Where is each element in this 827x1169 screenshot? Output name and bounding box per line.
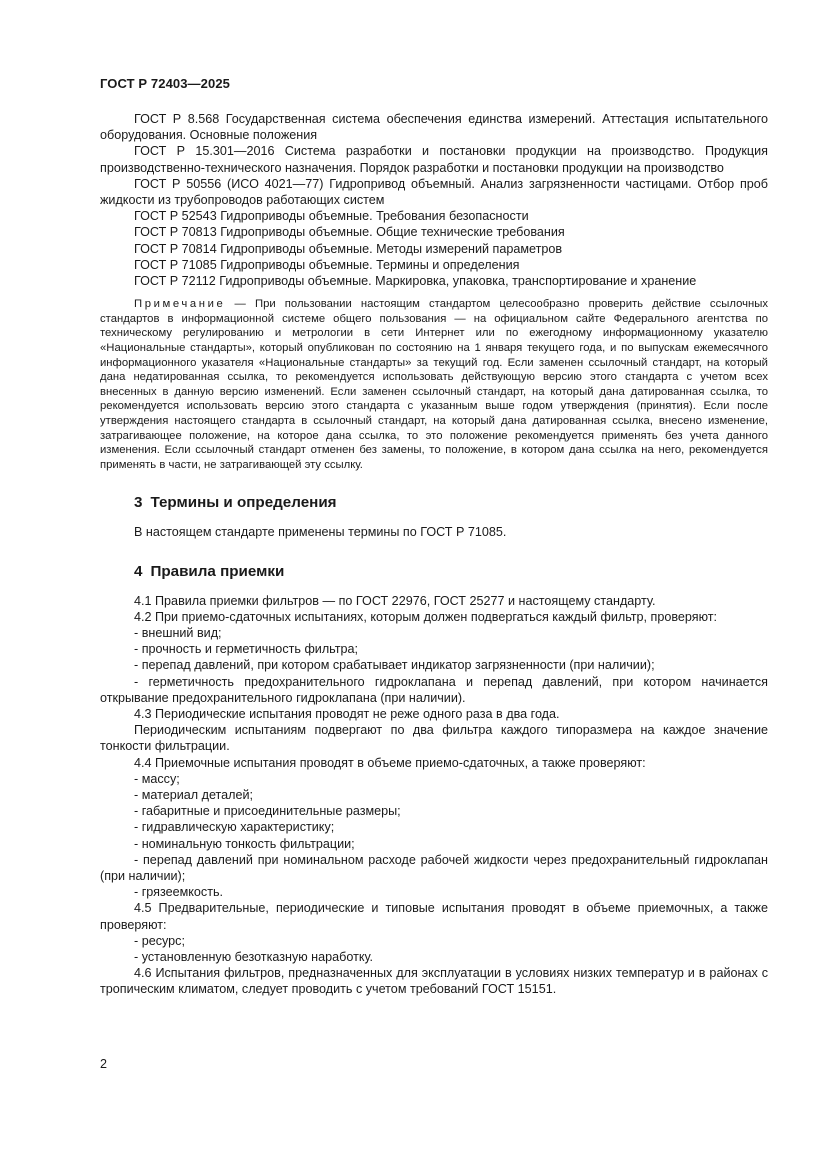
list-item: - перепад давлений при номинальном расходе рабочей жидкости через предохранительный гидроклапан (при наличии); [100,852,768,884]
reference-item: ГОСТ Р 72112 Гидроприводы объемные. Маркировка, упаковка, транспортирование и хранение [134,274,697,289]
note-label: Примечание [134,298,226,311]
clause-4-1: 4.1 Правила приемки фильтров — по ГОСТ 22976, ГОСТ 25277 и настоящему стандарту. [134,593,656,608]
reference-item: ГОСТ Р 70813 Гидроприводы объемные. Общие технические требования [134,225,565,240]
list-item: - гидравлическую характеристику; [134,820,335,835]
list-item: - ресурс; [134,933,185,948]
list-item: - материал деталей; [134,788,254,802]
section-title: Термины и определения [150,494,337,512]
list-item: - грязеемкость. [134,885,224,900]
clause-4-2: 4.2 При приемо-сдаточных испытаниях, которым должен подвергаться каждый фильтр, проверяют: [134,609,718,624]
document-page [100,76,768,998]
clause-4-6: 4.6 Испытания фильтров, предназначенных для эксплуатации в условиях низких температур и в районах с тропическим климатом, следует проводить с учетом требований ГОСТ 15151. [100,966,768,997]
note-paragraph [100,297,768,472]
section-number: 3 [134,494,143,512]
section-3-text: В настоящем стандарте применены термины по ГОСТ Р 71085. [134,525,507,540]
reference-item: ГОСТ Р 71085 Гидроприводы объемные. Термины и определения [134,257,520,272]
reference-item: ГОСТ Р 50556 (ИСО 4021—77) Гидропривод объемный. Анализ загрязненности частицами. Отбор проб жидкости из трубопроводов работающих систем [100,176,768,208]
list-item: - номинальную тонкость фильтрации; [134,836,355,851]
clause-4-4: 4.4 Приемочные испытания проводят в объеме приемо-сдаточных, а также проверяют: [134,755,646,770]
note-text: — При пользовании настоящим стандартом целесообразно проверить действие ссылочных стандартов в информационной системе общего пользования — на официальном сайте Федерального агентства по техническому регулированию и метрологии в сети Интернет или по ежегодному информационному указателю «Национальные стандарты», который опубликован по состоянию на 1 января текущего года, и по выпускам ежемесячного информационного указателя «Национальные стандарты» за текущий год. Если заменен ссылочный стандарт, на который дана недатированная ссылка, то рекомендуется использовать действующую версию этого стандарта с учетом всех внесенных в данную версию изменений. Если заменен ссылочный стандарт, на который дана датированная ссылка, то рекомендуется использовать версию этого стандарта с указанным выше годом утверждения (принятия). Если после утверждения настоящего стандарта в ссылочный стандарт, на который дана датированная ссылка, внесено изменение, затрагивающее положение, на которое дана ссылка, то это положение рекомендуется применять без учета данного изменения. Если ссылочный стандарт отменен без замены, то положение, в котором дана ссылка на него, рекомендуется применять в части, не затрагивающей эту ссылку. [100,298,768,471]
list-item: - перепад давлений, при котором срабатывает индикатор загрязненности (при наличии); [134,658,655,673]
page-number: 2 [100,1057,108,1071]
list-item: - габаритные и присоединительные размеры; [134,804,401,819]
reference-item: ГОСТ Р 8.568 Государственная система обеспечения единства измерений. Аттестация испытательного оборудования. Основные положения [100,112,768,143]
section-title: Правила приемки [150,562,285,580]
section-4-heading [134,563,768,580]
clause-4-5: 4.5 Предварительные, периодические и типовые испытания проводят в объеме приемочных, а также проверяют: [100,901,768,932]
list-item: - массу; [134,771,180,786]
document-header: ГОСТ Р 72403—2025 [100,76,230,91]
section-3-heading [134,494,768,511]
normative-references [100,111,768,289]
list-item: - герметичность предохранительного гидроклапана и перепад давлений, при котором начинается открывание предохранительного гидроклапана (при наличии). [100,674,768,705]
reference-item: ГОСТ Р 70814 Гидроприводы объемные. Методы измерений параметров [134,241,563,256]
reference-item: ГОСТ Р 15.301—2016 Система разработки и постановки продукции на производство. Продукция производственно-технического назначения. Порядок разработки и постановки продукции на производство [100,144,768,175]
list-item: - прочность и герметичность фильтра; [134,642,359,657]
list-item: - установленную безотказную наработку. [134,950,374,965]
reference-item: ГОСТ Р 52543 Гидроприводы объемные. Требования безопасности [134,209,529,224]
list-item: - внешний вид; [134,625,222,640]
clause-4-3: 4.3 Периодические испытания проводят не реже одного раза в два года. [134,706,560,721]
section-number: 4 [134,562,143,580]
clause-4-3-continued: Периодическим испытаниям подвергают по два фильтра каждого типоразмера на каждое значение тонкости фильтрации. [100,723,768,754]
